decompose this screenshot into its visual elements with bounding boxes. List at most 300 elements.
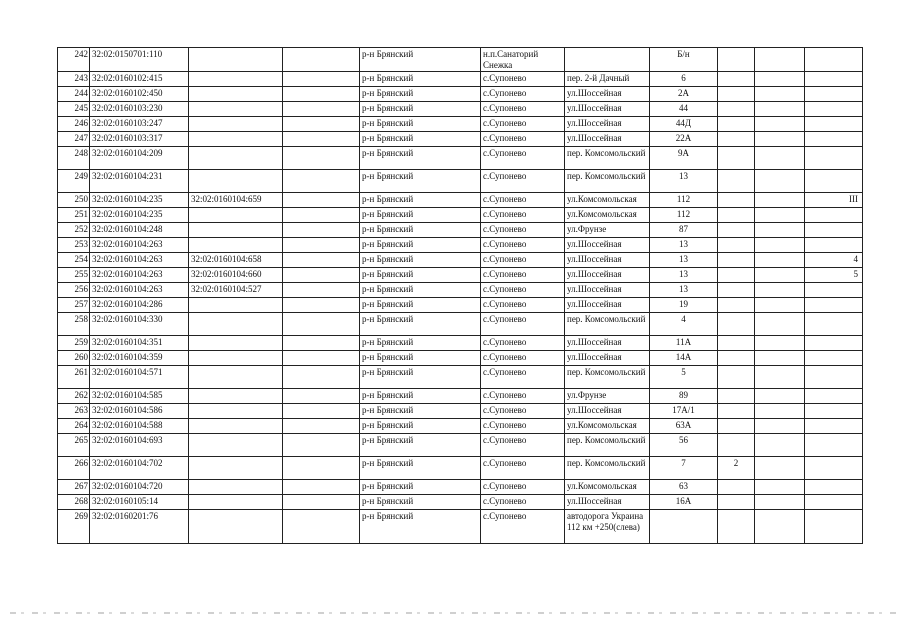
extra-3 xyxy=(805,117,863,132)
street: пер. Комсомольский xyxy=(565,170,650,193)
empty-cell xyxy=(283,336,360,351)
street: ул.Шоссейная xyxy=(565,102,650,117)
extra-2 xyxy=(755,480,805,495)
house-number: 13 xyxy=(650,238,718,253)
table-row xyxy=(58,253,863,268)
district: р-н Брянский xyxy=(360,238,481,253)
cadastral-number: 32:02:0160104:585 xyxy=(90,389,189,404)
table-row xyxy=(58,170,863,193)
extra-3 xyxy=(805,313,863,336)
district: р-н Брянский xyxy=(360,419,481,434)
table-row xyxy=(58,268,863,283)
linked-cadastral-number: 32:02:0160104:660 xyxy=(189,268,283,283)
locality: н.п.Санаторий Снежка xyxy=(481,48,565,72)
extra-3 xyxy=(805,170,863,193)
street: ул.Шоссейная xyxy=(565,253,650,268)
linked-cadastral-number xyxy=(189,72,283,87)
locality: с.Супонево xyxy=(481,193,565,208)
extra-2 xyxy=(755,48,805,72)
extra-1 xyxy=(718,48,755,72)
extra-2 xyxy=(755,193,805,208)
table-row xyxy=(58,208,863,223)
locality: с.Супонево xyxy=(481,404,565,419)
empty-cell xyxy=(283,495,360,510)
locality: с.Супонево xyxy=(481,268,565,283)
table-row xyxy=(58,419,863,434)
table-row xyxy=(58,510,863,544)
empty-cell xyxy=(283,298,360,313)
extra-1 xyxy=(718,419,755,434)
cadastral-number: 32:02:0160104:263 xyxy=(90,238,189,253)
extra-3 xyxy=(805,434,863,457)
row-number: 245 xyxy=(58,102,90,117)
street: ул.Шоссейная xyxy=(565,238,650,253)
empty-cell xyxy=(283,510,360,544)
table-row xyxy=(58,238,863,253)
locality: с.Супонево xyxy=(481,351,565,366)
cadastral-number: 32:02:0160104:231 xyxy=(90,170,189,193)
extra-1 xyxy=(718,253,755,268)
linked-cadastral-number xyxy=(189,510,283,544)
locality: с.Супонево xyxy=(481,495,565,510)
street: ул.Шоссейная xyxy=(565,132,650,147)
empty-cell xyxy=(283,238,360,253)
linked-cadastral-number: 32:02:0160104:658 xyxy=(189,253,283,268)
cadastral-number: 32:02:0160104:263 xyxy=(90,253,189,268)
empty-cell xyxy=(283,72,360,87)
extra-1 xyxy=(718,510,755,544)
street: пер. Комсомольский xyxy=(565,313,650,336)
extra-1 xyxy=(718,170,755,193)
house-number: 89 xyxy=(650,389,718,404)
extra-3 xyxy=(805,72,863,87)
house-number: 87 xyxy=(650,223,718,238)
extra-1 xyxy=(718,238,755,253)
street: ул.Шоссейная xyxy=(565,298,650,313)
cadastral-number: 32:02:0160104:330 xyxy=(90,313,189,336)
extra-3 xyxy=(805,419,863,434)
extra-3 xyxy=(805,132,863,147)
linked-cadastral-number xyxy=(189,336,283,351)
extra-1 xyxy=(718,351,755,366)
extra-2 xyxy=(755,389,805,404)
row-number: 267 xyxy=(58,480,90,495)
house-number: 2А xyxy=(650,87,718,102)
house-number: 7 xyxy=(650,457,718,480)
cadastral-number: 32:02:0160104:720 xyxy=(90,480,189,495)
extra-3 xyxy=(805,147,863,170)
table-row xyxy=(58,351,863,366)
extra-3 xyxy=(805,404,863,419)
row-number: 268 xyxy=(58,495,90,510)
extra-3: 4 xyxy=(805,253,863,268)
street: ул.Шоссейная xyxy=(565,268,650,283)
table-row xyxy=(58,87,863,102)
district: р-н Брянский xyxy=(360,268,481,283)
district: р-н Брянский xyxy=(360,298,481,313)
street: ул.Комсомольская xyxy=(565,208,650,223)
cadastral-number: 32:02:0160104:235 xyxy=(90,193,189,208)
street: ул.Шоссейная xyxy=(565,495,650,510)
linked-cadastral-number xyxy=(189,102,283,117)
extra-2 xyxy=(755,283,805,298)
district: р-н Брянский xyxy=(360,223,481,238)
street: ул.Шоссейная xyxy=(565,351,650,366)
district: р-н Брянский xyxy=(360,72,481,87)
house-number: 16А xyxy=(650,495,718,510)
extra-3 xyxy=(805,389,863,404)
extra-3 xyxy=(805,480,863,495)
extra-2 xyxy=(755,72,805,87)
extra-1 xyxy=(718,72,755,87)
extra-2 xyxy=(755,419,805,434)
empty-cell xyxy=(283,48,360,72)
row-number: 269 xyxy=(58,510,90,544)
linked-cadastral-number xyxy=(189,457,283,480)
table-row xyxy=(58,48,863,72)
extra-2 xyxy=(755,351,805,366)
house-number: 44 xyxy=(650,102,718,117)
locality: с.Супонево xyxy=(481,457,565,480)
street: ул.Фрунзе xyxy=(565,389,650,404)
street: пер. Комсомольский xyxy=(565,366,650,389)
table-body xyxy=(58,48,863,544)
district: р-н Брянский xyxy=(360,117,481,132)
row-number: 246 xyxy=(58,117,90,132)
extra-2 xyxy=(755,366,805,389)
locality: с.Супонево xyxy=(481,419,565,434)
locality: с.Супонево xyxy=(481,253,565,268)
cadastral-number: 32:02:0160104:359 xyxy=(90,351,189,366)
extra-3 xyxy=(805,102,863,117)
empty-cell xyxy=(283,87,360,102)
street: ул.Комсомольская xyxy=(565,480,650,495)
extra-1 xyxy=(718,87,755,102)
district: р-н Брянский xyxy=(360,147,481,170)
house-number: 5 xyxy=(650,366,718,389)
table-row xyxy=(58,480,863,495)
extra-3: 5 xyxy=(805,268,863,283)
locality: с.Супонево xyxy=(481,102,565,117)
linked-cadastral-number xyxy=(189,495,283,510)
extra-3 xyxy=(805,510,863,544)
extra-1 xyxy=(718,147,755,170)
cadastral-number: 32:02:0160104:263 xyxy=(90,283,189,298)
linked-cadastral-number xyxy=(189,419,283,434)
street: ул.Шоссейная xyxy=(565,404,650,419)
house-number: 14А xyxy=(650,351,718,366)
empty-cell xyxy=(283,434,360,457)
extra-2 xyxy=(755,208,805,223)
extra-3 xyxy=(805,48,863,72)
house-number: 13 xyxy=(650,170,718,193)
cadastral-number: 32:02:0160104:571 xyxy=(90,366,189,389)
extra-2 xyxy=(755,223,805,238)
row-number: 249 xyxy=(58,170,90,193)
linked-cadastral-number xyxy=(189,223,283,238)
table-row xyxy=(58,193,863,208)
linked-cadastral-number xyxy=(189,48,283,72)
extra-2 xyxy=(755,147,805,170)
table-row xyxy=(58,495,863,510)
district: р-н Брянский xyxy=(360,404,481,419)
extra-1 xyxy=(718,298,755,313)
empty-cell xyxy=(283,208,360,223)
cadastral-number: 32:02:0160102:450 xyxy=(90,87,189,102)
extra-1 xyxy=(718,193,755,208)
house-number: 13 xyxy=(650,283,718,298)
locality: с.Супонево xyxy=(481,510,565,544)
district: р-н Брянский xyxy=(360,313,481,336)
extra-1 xyxy=(718,313,755,336)
extra-1 xyxy=(718,117,755,132)
row-number: 244 xyxy=(58,87,90,102)
locality: с.Супонево xyxy=(481,223,565,238)
street: ул.Фрунзе xyxy=(565,223,650,238)
extra-1 xyxy=(718,268,755,283)
extra-2 xyxy=(755,434,805,457)
extra-1 xyxy=(718,208,755,223)
locality: с.Супонево xyxy=(481,170,565,193)
street: автодорога Украина 112 км +250(слева) xyxy=(565,510,650,544)
house-number: 4 xyxy=(650,313,718,336)
cadastral-number: 32:02:0160104:351 xyxy=(90,336,189,351)
street: ул.Шоссейная xyxy=(565,283,650,298)
district: р-н Брянский xyxy=(360,434,481,457)
extra-1 xyxy=(718,283,755,298)
cadastral-number: 32:02:0160104:586 xyxy=(90,404,189,419)
extra-1 xyxy=(718,132,755,147)
cadastral-number: 32:02:0160102:415 xyxy=(90,72,189,87)
empty-cell xyxy=(283,404,360,419)
empty-cell xyxy=(283,419,360,434)
extra-2 xyxy=(755,336,805,351)
row-number: 258 xyxy=(58,313,90,336)
cadastral-number: 32:02:0160104:588 xyxy=(90,419,189,434)
house-number: 6 xyxy=(650,72,718,87)
street: ул.Комсомольская xyxy=(565,193,650,208)
row-number: 253 xyxy=(58,238,90,253)
linked-cadastral-number xyxy=(189,147,283,170)
scan-artifact-line xyxy=(10,612,900,614)
linked-cadastral-number xyxy=(189,366,283,389)
table-row xyxy=(58,223,863,238)
district: р-н Брянский xyxy=(360,170,481,193)
extra-2 xyxy=(755,253,805,268)
extra-1 xyxy=(718,404,755,419)
row-number: 260 xyxy=(58,351,90,366)
table-row xyxy=(58,72,863,87)
row-number: 251 xyxy=(58,208,90,223)
cadastral-number: 32:02:0160104:263 xyxy=(90,268,189,283)
extra-1 xyxy=(718,102,755,117)
district: р-н Брянский xyxy=(360,336,481,351)
table-row xyxy=(58,283,863,298)
table-row xyxy=(58,336,863,351)
table-row xyxy=(58,366,863,389)
linked-cadastral-number: 32:02:0160104:659 xyxy=(189,193,283,208)
district: р-н Брянский xyxy=(360,457,481,480)
empty-cell xyxy=(283,389,360,404)
empty-cell xyxy=(283,170,360,193)
extra-2 xyxy=(755,510,805,544)
cadastral-number: 32:02:0160104:286 xyxy=(90,298,189,313)
row-number: 248 xyxy=(58,147,90,170)
extra-3 xyxy=(805,238,863,253)
linked-cadastral-number xyxy=(189,313,283,336)
extra-2 xyxy=(755,87,805,102)
extra-2 xyxy=(755,404,805,419)
extra-1 xyxy=(718,495,755,510)
district: р-н Брянский xyxy=(360,208,481,223)
linked-cadastral-number xyxy=(189,87,283,102)
extra-1 xyxy=(718,434,755,457)
extra-3 xyxy=(805,351,863,366)
extra-2 xyxy=(755,132,805,147)
street: пер. Комсомольский xyxy=(565,457,650,480)
linked-cadastral-number xyxy=(189,351,283,366)
row-number: 252 xyxy=(58,223,90,238)
house-number: 112 xyxy=(650,208,718,223)
table-row xyxy=(58,147,863,170)
extra-2 xyxy=(755,238,805,253)
locality: с.Супонево xyxy=(481,283,565,298)
row-number: 261 xyxy=(58,366,90,389)
cadastral-number: 32:02:0160104:248 xyxy=(90,223,189,238)
table-row xyxy=(58,117,863,132)
table-row xyxy=(58,434,863,457)
house-number: 11А xyxy=(650,336,718,351)
cadastral-number: 32:02:0160104:693 xyxy=(90,434,189,457)
extra-2 xyxy=(755,298,805,313)
linked-cadastral-number xyxy=(189,434,283,457)
table-row xyxy=(58,457,863,480)
empty-cell xyxy=(283,283,360,298)
locality: с.Супонево xyxy=(481,147,565,170)
locality: с.Супонево xyxy=(481,313,565,336)
cadastral-number: 32:02:0160105:14 xyxy=(90,495,189,510)
extra-2 xyxy=(755,170,805,193)
row-number: 250 xyxy=(58,193,90,208)
row-number: 256 xyxy=(58,283,90,298)
district: р-н Брянский xyxy=(360,351,481,366)
house-number: 9А xyxy=(650,147,718,170)
linked-cadastral-number xyxy=(189,132,283,147)
street: ул.Шоссейная xyxy=(565,336,650,351)
linked-cadastral-number xyxy=(189,208,283,223)
extra-1 xyxy=(718,223,755,238)
extra-3: III xyxy=(805,193,863,208)
house-number: 56 xyxy=(650,434,718,457)
district: р-н Брянский xyxy=(360,48,481,72)
row-number: 264 xyxy=(58,419,90,434)
district: р-н Брянский xyxy=(360,253,481,268)
row-number: 254 xyxy=(58,253,90,268)
house-number: Б/н xyxy=(650,48,718,72)
street: ул.Шоссейная xyxy=(565,117,650,132)
empty-cell xyxy=(283,457,360,480)
extra-2 xyxy=(755,102,805,117)
empty-cell xyxy=(283,351,360,366)
extra-2 xyxy=(755,268,805,283)
house-number xyxy=(650,510,718,544)
cadastral-number: 32:02:0160104:209 xyxy=(90,147,189,170)
house-number: 19 xyxy=(650,298,718,313)
empty-cell xyxy=(283,253,360,268)
locality: с.Супонево xyxy=(481,87,565,102)
street: ул.Комсомольская xyxy=(565,419,650,434)
empty-cell xyxy=(283,313,360,336)
district: р-н Брянский xyxy=(360,132,481,147)
empty-cell xyxy=(283,117,360,132)
cadastral-number: 32:02:0160103:317 xyxy=(90,132,189,147)
table-row xyxy=(58,102,863,117)
district: р-н Брянский xyxy=(360,366,481,389)
street xyxy=(565,48,650,72)
linked-cadastral-number xyxy=(189,298,283,313)
district: р-н Брянский xyxy=(360,87,481,102)
row-number: 266 xyxy=(58,457,90,480)
extra-1 xyxy=(718,389,755,404)
row-number: 259 xyxy=(58,336,90,351)
district: р-н Брянский xyxy=(360,102,481,117)
table-row xyxy=(58,404,863,419)
extra-2 xyxy=(755,313,805,336)
row-number: 257 xyxy=(58,298,90,313)
linked-cadastral-number xyxy=(189,170,283,193)
empty-cell xyxy=(283,147,360,170)
empty-cell xyxy=(283,480,360,495)
cadastral-number: 32:02:0160103:247 xyxy=(90,117,189,132)
locality: с.Супонево xyxy=(481,132,565,147)
locality: с.Супонево xyxy=(481,238,565,253)
house-number: 22А xyxy=(650,132,718,147)
table-row xyxy=(58,298,863,313)
extra-3 xyxy=(805,298,863,313)
empty-cell xyxy=(283,132,360,147)
locality: с.Супонево xyxy=(481,72,565,87)
linked-cadastral-number xyxy=(189,404,283,419)
row-number: 262 xyxy=(58,389,90,404)
locality: с.Супонево xyxy=(481,336,565,351)
house-number: 17А/1 xyxy=(650,404,718,419)
row-number: 265 xyxy=(58,434,90,457)
cadastral-number: 32:02:0160104:235 xyxy=(90,208,189,223)
cadastral-number: 32:02:0160104:702 xyxy=(90,457,189,480)
house-number: 63А xyxy=(650,419,718,434)
extra-3 xyxy=(805,87,863,102)
cadastral-number: 32:02:0160103:230 xyxy=(90,102,189,117)
registry-table xyxy=(57,47,863,544)
locality: с.Супонево xyxy=(481,298,565,313)
extra-3 xyxy=(805,336,863,351)
table-row xyxy=(58,313,863,336)
row-number: 247 xyxy=(58,132,90,147)
house-number: 13 xyxy=(650,268,718,283)
empty-cell xyxy=(283,366,360,389)
street: пер. Комсомольский xyxy=(565,434,650,457)
linked-cadastral-number xyxy=(189,117,283,132)
extra-3 xyxy=(805,223,863,238)
district: р-н Брянский xyxy=(360,495,481,510)
empty-cell xyxy=(283,223,360,238)
extra-1 xyxy=(718,336,755,351)
district: р-н Брянский xyxy=(360,193,481,208)
extra-2 xyxy=(755,117,805,132)
extra-3 xyxy=(805,208,863,223)
district: р-н Брянский xyxy=(360,480,481,495)
locality: с.Супонево xyxy=(481,117,565,132)
